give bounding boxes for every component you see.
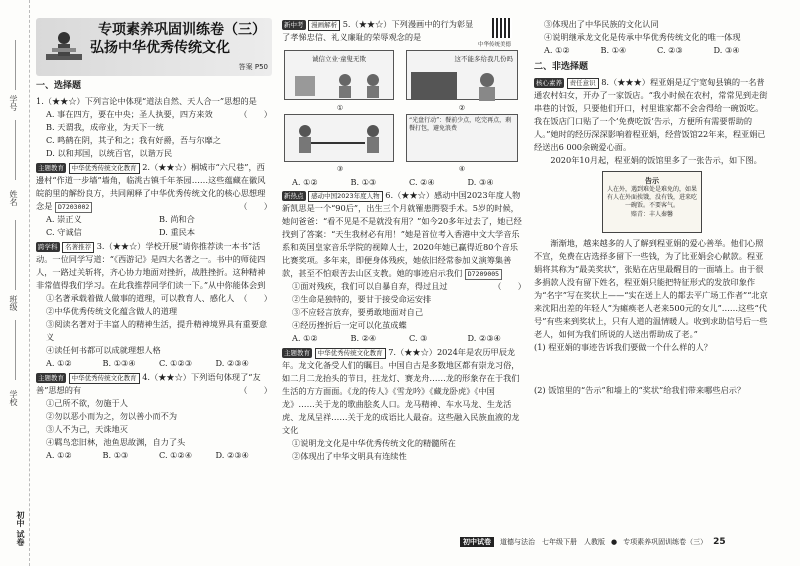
question-code: D7209005 bbox=[465, 269, 502, 280]
option-d: D. ②③④ bbox=[467, 333, 501, 343]
sub-question-1: (1) 程亚娟的事迹告诉我们要做一个什么样的人？ bbox=[534, 342, 712, 352]
page-title: 专项素养巩固训练卷（三） bbox=[98, 22, 266, 38]
cartoon-text: 这不能多给我几份吗 bbox=[454, 55, 513, 63]
question-2 bbox=[36, 161, 272, 239]
qr-caption: 中华传统美德 bbox=[478, 42, 512, 48]
question-code: D7203002 bbox=[55, 202, 92, 213]
footer-brand: 初中试卷 bbox=[460, 537, 494, 547]
footer-subject: 道德与法治 七年级下册 人教版 bbox=[500, 538, 605, 546]
margin-label-student-id: 学号 bbox=[9, 95, 18, 111]
statement-1: ①名著承载着做人做事的道理，可以教育人、感化人 bbox=[46, 293, 235, 303]
tv-scene-icon bbox=[407, 66, 517, 102]
notice-board bbox=[602, 171, 702, 233]
topic-tag: 核心素养 bbox=[536, 79, 562, 87]
option-d: D. ③④ bbox=[713, 45, 740, 55]
question-7-options bbox=[534, 44, 770, 57]
statement-2: ②体现出了中华文明具有连续性 bbox=[292, 451, 407, 461]
section-heading: 二、非选择题 bbox=[534, 62, 589, 72]
column-right bbox=[534, 18, 770, 398]
option-d: D. 重民本 bbox=[159, 227, 196, 237]
column-middle bbox=[282, 18, 526, 464]
notice-title: 告示 bbox=[645, 176, 659, 185]
question-8 bbox=[534, 76, 770, 397]
topic-subtag: 责任意识 bbox=[567, 78, 599, 89]
cartoon-grid bbox=[282, 46, 526, 174]
notice-body: 人在外，遇到难处是难免的，如果有人在外面挨饿，没有钱，进来吃一碗饭。不要客气。 bbox=[607, 186, 698, 209]
cartoon-panel-1 bbox=[284, 50, 394, 100]
cartoon-panel-4 bbox=[406, 114, 518, 162]
cartoon-text: 诚信立业·童叟无欺 bbox=[311, 55, 367, 63]
question-7 bbox=[282, 346, 526, 463]
option-c: C. ③ bbox=[409, 333, 428, 343]
answer-bracket: （ ） bbox=[493, 281, 526, 291]
question-3 bbox=[36, 240, 272, 370]
margin-line bbox=[15, 120, 16, 180]
reader-figure-icon bbox=[42, 26, 86, 70]
question-stem: 8.（★★★）程亚娟是辽宁宽甸县镇的一名普通农村妇女，开办了一家饭店。“我小时候在农村，常常见到走街串巷的讨饭，只要他们开口，村里谁家都不会舍得给一碗饭吃。我在饭店门口贴了一个‘免费吃饭’告示，方便所有需要帮助的人。”她时的经历深深影响着程亚娟，经营饭馆22年来，程亚娟已经送出6 000余碗爱心面。 bbox=[534, 77, 768, 152]
notice-intro: 2020年10月起，程亚娟的饭馆里多了一张告示，如下图。 bbox=[550, 155, 762, 165]
margin-label-name: 姓名 bbox=[9, 190, 18, 206]
section-heading: 一、选择题 bbox=[36, 81, 82, 91]
statement-2: ②生命是独特的，要甘于接受命运安排 bbox=[292, 294, 432, 304]
margin-label-class: 班级 bbox=[9, 295, 18, 311]
topic-subtag: 名著推荐 bbox=[62, 242, 94, 253]
option-c: C. ①②④ bbox=[159, 450, 193, 460]
topic-tag: 主题教育 bbox=[38, 164, 64, 172]
page-footer bbox=[460, 537, 726, 547]
question-stem: 5.（★★☆）下列漫画中的行为彰显了孝悌忠信、礼义廉耻的荣辱观念的是 bbox=[282, 19, 474, 42]
column-left bbox=[36, 18, 272, 463]
statement-3: ③阅读名著对于丰富人的精神生活，提升精神境界具有重要意义 bbox=[46, 319, 268, 342]
statement-2: ②勿以恶小而为之，勿以善小而不为 bbox=[46, 411, 178, 421]
question-stem: 7.（★★☆）2024年是农历甲辰龙年。龙文化备受人们的瞩目。中国自古是多数地区都有崇龙习俗，如二月二龙抬头的节日，拄龙灯、赛龙舟……龙的形象存在于我们生活的方方面面。《龙的传人》《雪龙吟》《藏龙卧虎》《中国龙》……关于龙的歌曲脍炙人口。龙马精神、车水马龙、生龙活虎、龙凤呈祥……关于龙的成语比人最奋。这些融入民族血液的龙文化 bbox=[282, 347, 520, 435]
topic-tag: 新中考 bbox=[284, 21, 304, 29]
binding-margin bbox=[0, 0, 30, 566]
footer-unit: 专项素养巩固训练卷（三） bbox=[623, 538, 708, 546]
option-c: C. ②④ bbox=[409, 177, 435, 187]
answer-space[interactable] bbox=[534, 354, 770, 384]
question-stem: 6.（★★☆）感动中国2023年度人物新凯思是一个“90后”，出生三个月就罹患腭裂手术。5岁的时候，她问爸爸：“看不见是不是就没有用？”如今20多年过去了，她已经找到了答案：“天生我材必有用！”她是首位考入香港中文大学音乐系和英国皇家音乐学院的视障人士，2020年她已赢得近80个音乐比赛奖项。多年来，即便身体残疾，她依旧经常参加义演筹集善款，甚至不怕艰苦去山区支教。她的事迹启示我们 bbox=[282, 190, 522, 278]
cartoon-caption-4: ④ bbox=[458, 165, 466, 173]
answer-bracket: （ ） bbox=[239, 385, 272, 395]
option-d: D. ②③④ bbox=[215, 450, 249, 460]
answer-bracket: （ ） bbox=[239, 201, 272, 211]
topic-tag: 新热点 bbox=[284, 192, 304, 200]
margin-line bbox=[15, 220, 16, 290]
statement-3: ③人不为己，天诛地灭 bbox=[46, 424, 128, 434]
statement-4: ④经历挫折后一定可以化茧成蝶 bbox=[292, 320, 407, 330]
option-a: A. ①② bbox=[46, 358, 72, 368]
topic-tag: 主题教育 bbox=[284, 349, 310, 357]
option-b: B. ①③ bbox=[102, 450, 129, 460]
statement-3: ③不应轻言放弃，要勇敢地面对自己 bbox=[292, 307, 424, 317]
question-4 bbox=[36, 371, 272, 462]
cartoon-panel-2 bbox=[406, 50, 518, 100]
option-c: C. ②③ bbox=[657, 45, 683, 55]
margin-label-school: 学校 bbox=[9, 390, 18, 406]
side-logo: 初中 试卷 bbox=[16, 511, 25, 546]
option-a: A. 崇正义 bbox=[46, 214, 82, 224]
notice-signature: 赔青：丰人秦馨 bbox=[630, 211, 673, 218]
option-d: D. 以和邦国，以统百官，以谐万民 bbox=[46, 148, 173, 158]
option-c: C. 守诚信 bbox=[46, 227, 82, 237]
question-6 bbox=[282, 189, 526, 345]
option-c: C. 鸣鹤在阴，其子和之；我有好爵，吾与尔靡之 bbox=[46, 135, 221, 145]
option-b: B. ②④ bbox=[350, 333, 377, 343]
margin-line bbox=[15, 40, 16, 90]
option-b: B. ①③④ bbox=[102, 358, 136, 368]
topic-subtag: 中华优秀传统文化教育 bbox=[69, 373, 140, 384]
page-subtitle: 弘扬中华优秀传统文化 bbox=[90, 40, 230, 56]
margin-line bbox=[15, 320, 16, 380]
topic-tag: 主题教育 bbox=[38, 374, 64, 382]
cartoon-caption-2: ② bbox=[458, 104, 466, 112]
answer-bracket: （ ） bbox=[239, 109, 272, 119]
statement-4: ④羁鸟恋旧林，池鱼思故渊，自力了头 bbox=[46, 437, 186, 447]
question-stem: 1.（★★☆）下列言论中体现“道法自然、天人合一”思想的是 bbox=[36, 96, 257, 106]
answer-bracket: （ ） bbox=[239, 293, 272, 303]
statement-2: ②中华优秀传统文化蕴含做人的道理 bbox=[46, 306, 178, 316]
option-a: A. ①② bbox=[292, 177, 318, 187]
title-banner bbox=[36, 18, 272, 76]
sub-question-2: (2) 饭馆里的“告示”和墙上的“奖状”给我们带来哪些启示？ bbox=[534, 385, 746, 395]
statement-1: ①面对残疾，我们可以自暴自弃，得过且过 bbox=[292, 281, 448, 291]
option-d: D. ③④ bbox=[467, 177, 494, 187]
statement-4: ④读任何书都可以成就理想人格 bbox=[46, 345, 161, 355]
topic-subtag: 中华优秀传统文化教育 bbox=[69, 163, 140, 174]
statement-4: ④说明继承龙文化是传承中华优秀传统文化的唯一体现 bbox=[544, 32, 741, 42]
page-number: 25 bbox=[713, 537, 726, 547]
option-c: C. ①②③ bbox=[159, 358, 193, 368]
statement-3: ③体现出了中华民族的文化认同 bbox=[544, 19, 659, 29]
question-5-options bbox=[282, 176, 526, 189]
question-1 bbox=[36, 95, 272, 160]
cartoon-panel-3 bbox=[284, 114, 394, 162]
statement-1: ①己所不欲，勿施于人 bbox=[46, 398, 128, 408]
option-b: B. ①③ bbox=[350, 177, 377, 187]
question-5 bbox=[282, 18, 478, 44]
option-a: A. ①② bbox=[292, 333, 318, 343]
option-b: B. 尚和合 bbox=[159, 214, 195, 224]
option-b: B. ①④ bbox=[600, 45, 627, 55]
statement-1: ①说明龙文化是中华优秀传统文化的精髓所在 bbox=[292, 438, 456, 448]
tug-scene-icon bbox=[285, 115, 393, 161]
topic-tag: 跨学科 bbox=[38, 243, 58, 251]
cartoon-caption-1: ① bbox=[336, 104, 344, 112]
option-a: A. ①② bbox=[544, 45, 570, 55]
topic-subtag: 漫画解析 bbox=[308, 20, 340, 31]
option-d: D. ②③④ bbox=[215, 358, 249, 368]
topic-subtag: 中华优秀传统文化教育 bbox=[315, 348, 386, 359]
topic-subtag: 感动中国2023年度人物 bbox=[308, 191, 383, 202]
option-a: A. ①② bbox=[46, 450, 72, 460]
question-stem: 3.（★★☆）学校开展“请你推荐读一本书”活动。一位同学写道：“《西游记》是四大名著之一。书中的师徒四人，一路过关斩将，齐心协力地面对挫折，战胜挫折。这种精神非常值得我们学习。在此我推荐同学们读一下。”从中你能体会到 bbox=[36, 241, 266, 290]
cartoon-text: “光盘行动”：餐前少点，吃完再点，剩餐打包，避免浪费 bbox=[409, 117, 512, 132]
footer-bullet-icon: ● bbox=[611, 538, 618, 546]
story-paragraph: 渐渐地，越来越多的人了解到程亚娟的爱心善举。他们心照不宣，免费在店选择多留下一些钱，为了比亚娟会心献款。程亚娟将其称为“最美奖状”，张贴在店里最醒目的一面墙上。由于很多捐款人没有留下姓名，程亚娟只能把特征形式的发放印象作为“名字”写在奖状上——“实在送上人的都去平广场工作者”“北京来沈阳出差的年轻人”为瘫痪老人老来500元的女儿”……这些“代号”有些来到奖状上，只有人道的温情暖人。收到求助信号后一些老人，如何为我们所说的人送出帮助成了老。” bbox=[534, 238, 768, 339]
question-stem: 2.（★★☆）桐城市“六尺巷”，西邊村“作道一步墙”墙角，临洮古镇千年茶园……这些蕴藏在徽风皖韵里的解纷良方，共同阐释了中华优秀传统文化的核心思想理念是 bbox=[36, 162, 266, 211]
question-stem: 4.（★★☆）下列语句体现了“友善”思想的有 bbox=[36, 372, 261, 395]
option-b: B. 天谓我，成帝业，为天下一统 bbox=[46, 122, 164, 132]
answer-reference: 答案 P50 bbox=[238, 63, 268, 71]
cartoon-caption-3: ③ bbox=[336, 165, 344, 173]
option-a: A. 事在四方，要在中央；圣人执要，四方来效 bbox=[46, 109, 213, 119]
shop-scene-icon bbox=[285, 66, 393, 100]
